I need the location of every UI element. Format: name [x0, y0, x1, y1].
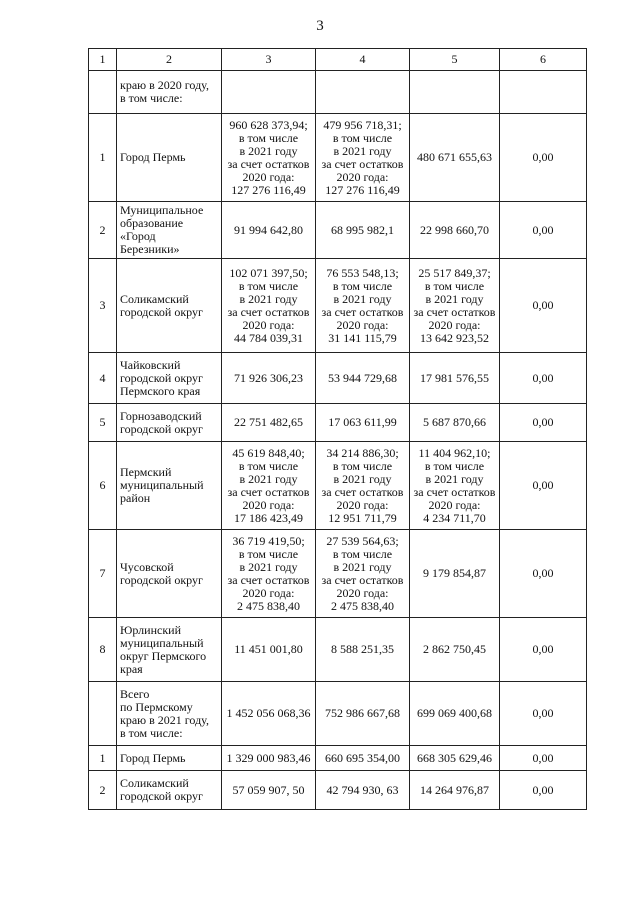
amount-col4: 27 539 564,63; в том числе в 2021 году за счет остатков 2020 года: 2 475 838,40	[316, 530, 410, 618]
amount-total	[222, 71, 316, 114]
row-number: 6	[89, 442, 117, 530]
municipality-name: Пермский муниципальный район	[117, 442, 222, 530]
amount-col5: 11 404 962,10; в том числе в 2021 году за счет остатков 2020 года: 4 234 711,70	[410, 442, 500, 530]
amount-col4	[316, 71, 410, 114]
amount-col6	[500, 71, 587, 114]
amount-total: 1 452 056 068,36	[222, 682, 316, 746]
municipality-name: Город Пермь	[117, 114, 222, 202]
amount-col5: 9 179 854,87	[410, 530, 500, 618]
amount-col5: 5 687 870,66	[410, 404, 500, 442]
municipality-name: Соликамский городской округ	[117, 259, 222, 353]
amount-col4: 8 588 251,35	[316, 618, 410, 682]
amount-col5: 17 981 576,55	[410, 353, 500, 404]
municipality-name: краю в 2020 году, в том числе:	[117, 71, 222, 114]
municipality-name: Всего по Пермскому краю в 2021 году, в том числе:	[117, 682, 222, 746]
row-number: 1	[89, 114, 117, 202]
table-row	[89, 442, 587, 530]
amount-col5: 2 862 750,45	[410, 618, 500, 682]
table-row-total	[89, 682, 587, 746]
amount-col6: 0,00	[500, 353, 587, 404]
amount-col4: 660 695 354,00	[316, 746, 410, 771]
row-number: 4	[89, 353, 117, 404]
row-number: 1	[89, 746, 117, 771]
amount-total: 102 071 397,50; в том числе в 2021 году за счет остатков 2020 года: 44 784 039,31	[222, 259, 316, 353]
amount-col5: 699 069 400,68	[410, 682, 500, 746]
amount-total: 22 751 482,65	[222, 404, 316, 442]
header-cell: 4	[316, 49, 410, 71]
table-row	[89, 746, 587, 771]
amount-total: 57 059 907, 50	[222, 771, 316, 810]
amount-col6: 0,00	[500, 442, 587, 530]
table-row	[89, 404, 587, 442]
amount-col4: 68 995 982,1	[316, 202, 410, 259]
row-number: 2	[89, 771, 117, 810]
amount-col4: 53 944 729,68	[316, 353, 410, 404]
municipality-name: Город Пермь	[117, 746, 222, 771]
amount-col4: 17 063 611,99	[316, 404, 410, 442]
row-number: 5	[89, 404, 117, 442]
municipality-name: Чайковский городской округ Пермского края	[117, 353, 222, 404]
row-number	[89, 682, 117, 746]
row-number	[89, 71, 117, 114]
header-cell: 2	[117, 49, 222, 71]
table-row	[89, 259, 587, 353]
amount-col6: 0,00	[500, 618, 587, 682]
amount-col5	[410, 71, 500, 114]
amount-total: 91 994 642,80	[222, 202, 316, 259]
municipality-name: Горнозаводский городской округ	[117, 404, 222, 442]
amount-total: 960 628 373,94; в том числе в 2021 году за счет остатков 2020 года: 127 276 116,49	[222, 114, 316, 202]
municipality-name: Чусовской городской округ	[117, 530, 222, 618]
amount-total: 1 329 000 983,46	[222, 746, 316, 771]
amount-col5: 25 517 849,37; в том числе в 2021 году за счет остатков 2020 года: 13 642 923,52	[410, 259, 500, 353]
municipality-name: Муниципальное образование «Город Березники»	[117, 202, 222, 259]
allocation-table	[88, 48, 587, 810]
row-number: 7	[89, 530, 117, 618]
amount-col6: 0,00	[500, 746, 587, 771]
row-number: 2	[89, 202, 117, 259]
table-row	[89, 353, 587, 404]
amount-col5: 668 305 629,46	[410, 746, 500, 771]
row-number: 8	[89, 618, 117, 682]
table-row	[89, 530, 587, 618]
amount-total: 11 451 001,80	[222, 618, 316, 682]
amount-col4: 76 553 548,13; в том числе в 2021 году за счет остатков 2020 года: 31 141 115,79	[316, 259, 410, 353]
amount-col4: 752 986 667,68	[316, 682, 410, 746]
amount-col6: 0,00	[500, 202, 587, 259]
amount-col4: 42 794 930, 63	[316, 771, 410, 810]
table-row	[89, 71, 587, 114]
amount-col6: 0,00	[500, 682, 587, 746]
amount-col6: 0,00	[500, 114, 587, 202]
amount-col6: 0,00	[500, 771, 587, 810]
table-row	[89, 114, 587, 202]
table-row	[89, 771, 587, 810]
municipality-name: Соликамский городской округ	[117, 771, 222, 810]
amount-total: 36 719 419,50; в том числе в 2021 году за счет остатков 2020 года: 2 475 838,40	[222, 530, 316, 618]
page-number: 3	[316, 18, 324, 34]
amount-col4: 34 214 886,30; в том числе в 2021 году за счет остатков 2020 года: 12 951 711,79	[316, 442, 410, 530]
amount-col6: 0,00	[500, 259, 587, 353]
amount-col5: 14 264 976,87	[410, 771, 500, 810]
amount-total: 71 926 306,23	[222, 353, 316, 404]
row-number: 3	[89, 259, 117, 353]
table-row	[89, 202, 587, 259]
amount-col6: 0,00	[500, 404, 587, 442]
table-header-row	[89, 49, 587, 71]
table-row	[89, 618, 587, 682]
header-cell: 6	[500, 49, 587, 71]
header-cell: 5	[410, 49, 500, 71]
municipality-name: Юрлинский муниципальный округ Пермского края	[117, 618, 222, 682]
amount-col6: 0,00	[500, 530, 587, 618]
header-cell: 1	[89, 49, 117, 71]
amount-col5: 22 998 660,70	[410, 202, 500, 259]
amount-col5: 480 671 655,63	[410, 114, 500, 202]
amount-total: 45 619 848,40; в том числе в 2021 году за счет остатков 2020 года: 17 186 423,49	[222, 442, 316, 530]
header-cell: 3	[222, 49, 316, 71]
amount-col4: 479 956 718,31; в том числе в 2021 году за счет остатков 2020 года: 127 276 116,49	[316, 114, 410, 202]
